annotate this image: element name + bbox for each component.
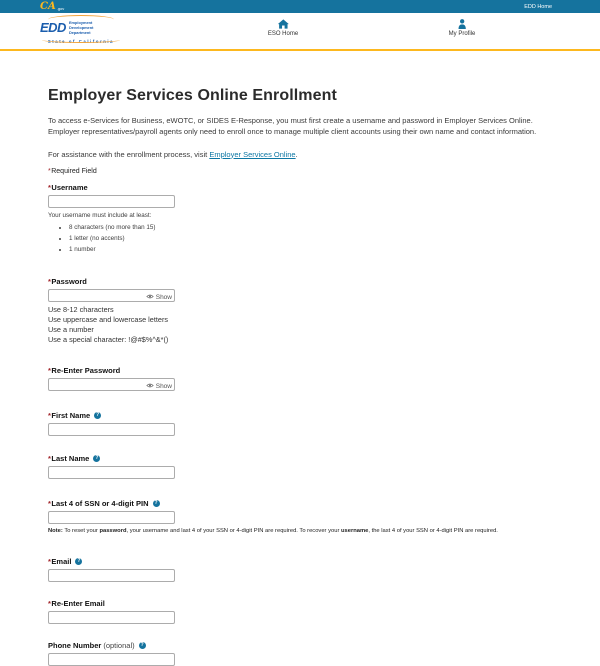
- reenter-password-show-label: Show: [155, 383, 172, 391]
- nav-my-profile-label: My Profile: [448, 31, 476, 37]
- username-hint-title: Your username must include at least:: [48, 211, 152, 219]
- page-title: Employer Services Online Enrollment: [48, 87, 337, 104]
- required-asterisk: *: [48, 498, 51, 508]
- employer-services-online-link[interactable]: Employer Services Online: [209, 149, 296, 159]
- email-input[interactable]: [48, 569, 175, 582]
- first-name-label-text: First Name: [51, 410, 91, 420]
- email-label-text: Email: [51, 557, 72, 567]
- eye-icon: [146, 383, 154, 390]
- assistance-line: [48, 150, 555, 159]
- required-asterisk: *: [48, 167, 51, 175]
- email-label: [48, 557, 555, 566]
- username-hint-item: • 1 letter (no accents): [69, 235, 555, 242]
- last-name-input[interactable]: [48, 466, 175, 479]
- ca-gov-logo-gov: .gov: [56, 5, 65, 11]
- home-icon: [278, 19, 289, 29]
- ssn-note-segment: username: [340, 527, 369, 534]
- ssn-pin-note: [48, 528, 555, 536]
- last-name-field-group: [48, 454, 555, 479]
- ssn-note-segment: , your username and last 4 of your SSN or 4-digit PIN are required. To recover your: [126, 527, 341, 534]
- username-input[interactable]: [48, 195, 175, 208]
- reenter-email-field-group: [48, 599, 555, 624]
- nav-eso-home-label: ESO Home: [267, 31, 299, 37]
- required-asterisk: *: [48, 453, 51, 463]
- ssn-pin-help-icon[interactable]: ?: [154, 499, 158, 506]
- password-label: [48, 277, 555, 286]
- phone-label: [48, 641, 555, 650]
- phone-field-group: [48, 641, 555, 666]
- person-icon: [457, 19, 466, 29]
- password-show-button[interactable]: [146, 294, 172, 301]
- reenter-password-field-group: [48, 366, 555, 391]
- reenter-email-label-text: Re-Enter Email: [51, 599, 105, 609]
- intro-paragraph: To access e-Services for Business, eWOTC, or SIDES E-Response, you must first create a username and password in Employer Services Online. Employer representatives/payroll agents only need to enroll once to manage multiple client accounts using their own name and contact information.: [48, 116, 537, 137]
- main-content: [0, 87, 600, 666]
- first-name-input[interactable]: [48, 423, 175, 436]
- password-hint-line: Use a number: [48, 324, 94, 334]
- phone-optional-text: (optional): [103, 641, 135, 651]
- edd-logo-swoosh-bottom-icon: [42, 37, 120, 43]
- last-name-label-text: Last Name: [51, 453, 90, 463]
- required-asterisk: *: [48, 276, 51, 286]
- username-label: [48, 183, 555, 192]
- password-label-text: Password: [51, 276, 87, 286]
- password-hint-line: Use uppercase and lowercase letters: [48, 314, 169, 324]
- phone-input[interactable]: [48, 653, 175, 666]
- password-field-group: [48, 277, 555, 345]
- reenter-email-input[interactable]: [48, 611, 175, 624]
- username-hint-item: • 8 characters (no more than 15): [69, 224, 555, 231]
- username-label-text: Username: [51, 182, 88, 192]
- required-field-note: [48, 168, 555, 175]
- username-hints-list: [48, 224, 555, 253]
- ssn-note-segment: To reset your: [62, 527, 100, 534]
- required-asterisk: *: [48, 599, 51, 609]
- password-hints: [48, 305, 555, 345]
- last-name-label: [48, 454, 555, 463]
- first-name-help-icon[interactable]: ?: [96, 411, 100, 418]
- required-asterisk: *: [48, 182, 51, 192]
- email-help-icon[interactable]: ?: [77, 558, 81, 565]
- reenter-password-label-text: Re-Enter Password: [51, 365, 121, 375]
- edd-logo-line2: Development: [68, 25, 94, 31]
- ssn-pin-label: [48, 499, 555, 508]
- email-field-group: [48, 557, 555, 582]
- edd-logo-line3: Department: [68, 30, 91, 36]
- nav-eso-home[interactable]: [268, 19, 298, 37]
- phone-help-icon[interactable]: ?: [140, 642, 144, 649]
- required-asterisk: *: [48, 365, 51, 375]
- ca-gov-logo[interactable]: [40, 2, 64, 12]
- first-name-field-group: [48, 411, 555, 436]
- required-field-label: Required Field: [51, 167, 97, 175]
- last-name-help-icon[interactable]: ?: [95, 454, 99, 461]
- nav-my-profile[interactable]: [449, 19, 476, 37]
- ssn-pin-field-group: [48, 499, 555, 536]
- password-show-label: Show: [155, 294, 172, 301]
- reenter-email-label: [48, 599, 555, 608]
- edd-logo-swoosh-top-icon: [48, 15, 114, 24]
- ssn-pin-label-text: Last 4 of SSN or 4-digit PIN: [51, 498, 149, 508]
- username-field-group: [48, 183, 555, 253]
- edd-logo-line1: Employment: [68, 20, 93, 25]
- eye-icon: [146, 294, 154, 301]
- edd-home-link[interactable]: EDD Home: [524, 3, 552, 10]
- top-utility-bar: [0, 0, 600, 13]
- ssn-pin-input[interactable]: [48, 511, 175, 524]
- first-name-label: [48, 411, 555, 420]
- assistance-period: .: [295, 149, 298, 159]
- edd-logo-tagline: State of California: [47, 38, 115, 44]
- ca-gov-logo-ca: CA: [40, 0, 56, 12]
- reenter-password-label: [48, 366, 555, 375]
- password-hint-line: Use a special character: !@#$%^&*(): [48, 334, 169, 344]
- username-hint-item: • 1 number: [69, 246, 555, 253]
- ssn-note-segment: , the last 4 of your SSN or 4-digit PIN are required.: [368, 527, 498, 534]
- required-asterisk: *: [48, 410, 51, 420]
- site-header: [0, 13, 600, 51]
- assistance-text: For assistance with the enrollment process, visit: [48, 149, 210, 159]
- ssn-note-segment: Note:: [48, 527, 63, 534]
- edd-logo[interactable]: [40, 17, 122, 44]
- edd-logo-abbr: EDD: [40, 20, 66, 36]
- password-hint-line: Use 8-12 characters: [48, 304, 114, 314]
- reenter-password-show-button[interactable]: [146, 383, 172, 390]
- required-asterisk: *: [48, 557, 51, 567]
- ssn-note-segment: password: [99, 527, 127, 534]
- phone-label-text: Phone Number: [48, 641, 102, 651]
